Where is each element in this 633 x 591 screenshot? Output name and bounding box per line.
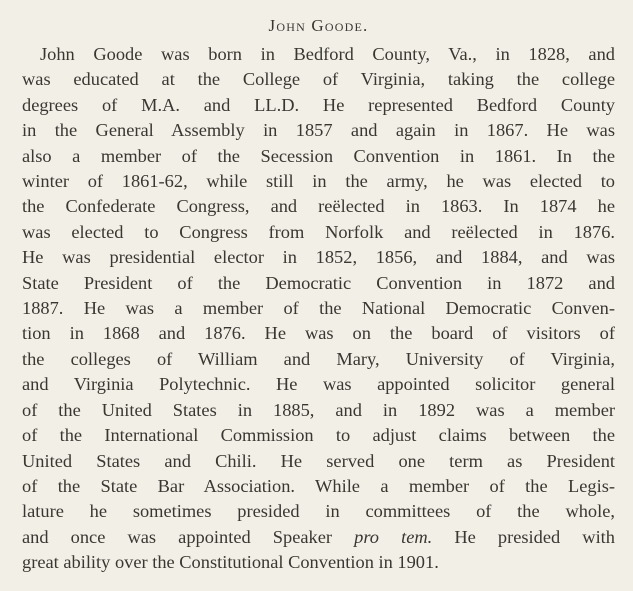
text-line: was elected to Congress from Norfolk and reëlected in 1876. xyxy=(22,221,615,242)
text-line: degrees of M.A. and LL.D. He represented Bedford County xyxy=(22,94,615,115)
text-line: tion in 1868 and 1876. He was on the board of visitors of xyxy=(22,323,615,344)
text-line: great ability over the Constitutional Convention in 1901. xyxy=(22,552,439,573)
italic-phrase: pro tem. xyxy=(354,526,433,547)
text-line: winter of 1861-62, while still in the army, he was elected to xyxy=(22,171,615,192)
text-line: of the United States in 1885, and in 1892 was a member xyxy=(22,399,615,420)
text-line: John Goode was born in Bedford County, Va., in 1828, and xyxy=(40,44,615,64)
text-line: of the State Bar Association. While a member of the Legis- xyxy=(22,475,615,496)
text-line: and Virginia Polytechnic. He was appointed solicitor general xyxy=(22,374,615,395)
text-line: the colleges of William and Mary, University of Virginia, xyxy=(22,348,615,369)
text-line: State President of the Democratic Convention in 1872 and xyxy=(22,272,615,293)
biography-paragraph xyxy=(22,42,615,576)
text-line: 1887. He was a member of the National Democratic Conven- xyxy=(22,298,615,319)
text-line: the Confederate Congress, and reëlected in 1863. In 1874 he xyxy=(22,196,615,217)
text-line: United States and Chili. He served one term as President xyxy=(22,450,615,471)
text-line: was educated at the College of Virginia, taking the college xyxy=(22,69,615,90)
text-line: He was presidential elector in 1852, 1856, and 1884, and was xyxy=(22,247,615,268)
page-title: John Goode. xyxy=(268,16,369,35)
text-line: in the General Assembly in 1857 and again in 1867. He was xyxy=(22,120,615,141)
text-line: lature he sometimes presided in committees of the whole, xyxy=(22,501,615,522)
text-line-with-italic xyxy=(22,525,615,550)
text-line: of the International Commission to adjust claims between the xyxy=(22,425,615,446)
text-segment: and once was appointed Speaker xyxy=(22,526,355,547)
text-line: also a member of the Secession Convention in 1861. In the xyxy=(22,145,615,166)
text-segment: He presided with xyxy=(432,526,615,547)
